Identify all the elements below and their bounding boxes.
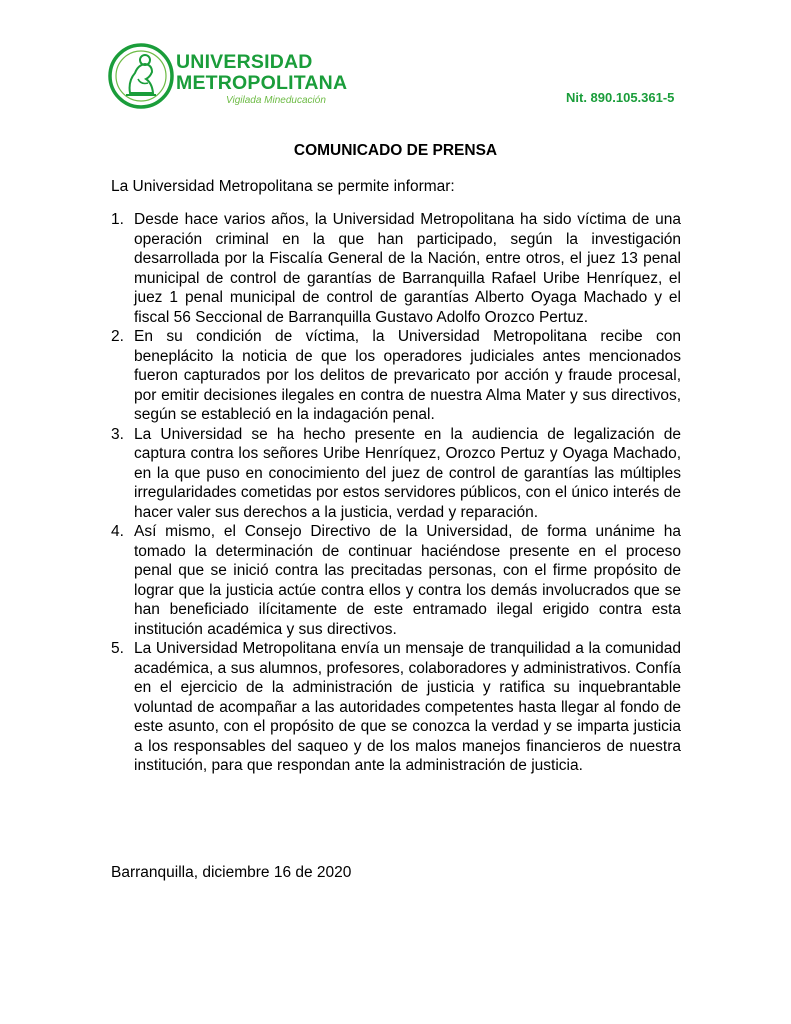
list-item — [111, 210, 681, 327]
tax-id: Nit. 890.105.361-5 — [566, 90, 675, 105]
brand-name-line1: UNIVERSIDAD — [176, 51, 313, 73]
brand-name-line2: METROPOLITANA — [176, 72, 348, 94]
list-item — [111, 425, 681, 523]
list-item — [111, 522, 681, 639]
letterhead — [0, 0, 791, 120]
list-item — [111, 327, 681, 425]
statement-list — [111, 210, 681, 776]
list-item-number: 4. — [111, 523, 124, 540]
list-item-text: La Universidad se ha hecho presente en la audiencia de legalización de captura contra los señores Uribe Henríquez, Orozco Pertuz y Oyaga Machado, en la que puso en conocimiento del juez de control de garantías las múltiples irregularidades cometidas por estos servidores públicos, con el único interés de hacer valer sus derechos a la justicia, verdad y reparación. — [134, 425, 681, 521]
list-item-text: En su condición de víctima, la Universidad Metropolitana recibe con beneplácito la noticia de que los operadores judiciales antes mencionados fueron capturados por los delitos de prevaricato por acción y fraude procesal, por emitir decisiones ilegales en contra de nuestra Alma Mater y sus directivos, según se estableció en la indagación penal. — [134, 328, 681, 423]
list-item-number: 2. — [111, 328, 124, 345]
university-seal-icon — [108, 43, 174, 109]
document-title: COMUNICADO DE PRENSA — [293, 142, 498, 159]
brand-tagline: Vigilada Mineducación — [226, 95, 326, 106]
list-item-number: 1. — [111, 211, 124, 228]
list-item-text: Así mismo, el Consejo Directivo de la Universidad, de forma unánime ha tomado la determinación de continuar haciéndose presente en el proceso penal que se inició contra las precitadas personas, con el firme propósito de lograr que la justicia actúe contra ellos y contra los demás involucrados que se han beneficiado ilícitamente de este entramado ilegal erigido contra esta institución académica y sus directivos. — [134, 523, 681, 638]
intro-paragraph: La Universidad Metropolitana se permite informar: — [111, 178, 455, 195]
list-item-text: La Universidad Metropolitana envía un mensaje de tranquilidad a la comunidad académica, a sus alumnos, profesores, colaboradores y administrativos. Confía en el ejercicio de la administración de justicia y ratifica su inquebrantable voluntad de acompañar a las autoridades competentes hasta llegar al fondo de este asunto, con el propósito de que se conozca la verdad y se imparta justicia a los responsables del saqueo y de los malos manejos financieros de nuestra institución, para que respondan ante la administración de justicia. — [134, 640, 681, 774]
list-item-text: Desde hace varios años, la Universidad Metropolitana ha sido víctima de una operación criminal en la que han participado, según la investigación desarrollada por la Fiscalía General de la Nación, entre otros, el juez 13 penal municipal de control de garantías de Barranquilla Rafael Uribe Henríquez, el juez 1 penal municipal de control de garantías Alberto Oyaga Machado y el fiscal 56 Seccional de Barranquilla Gustavo Adolfo Orozco Pertuz. — [134, 211, 681, 326]
list-item-number: 3. — [111, 425, 124, 443]
list-item-number: 5. — [111, 640, 124, 657]
place-and-date: Barranquilla, diciembre 16 de 2020 — [111, 864, 352, 881]
list-item — [111, 639, 681, 776]
